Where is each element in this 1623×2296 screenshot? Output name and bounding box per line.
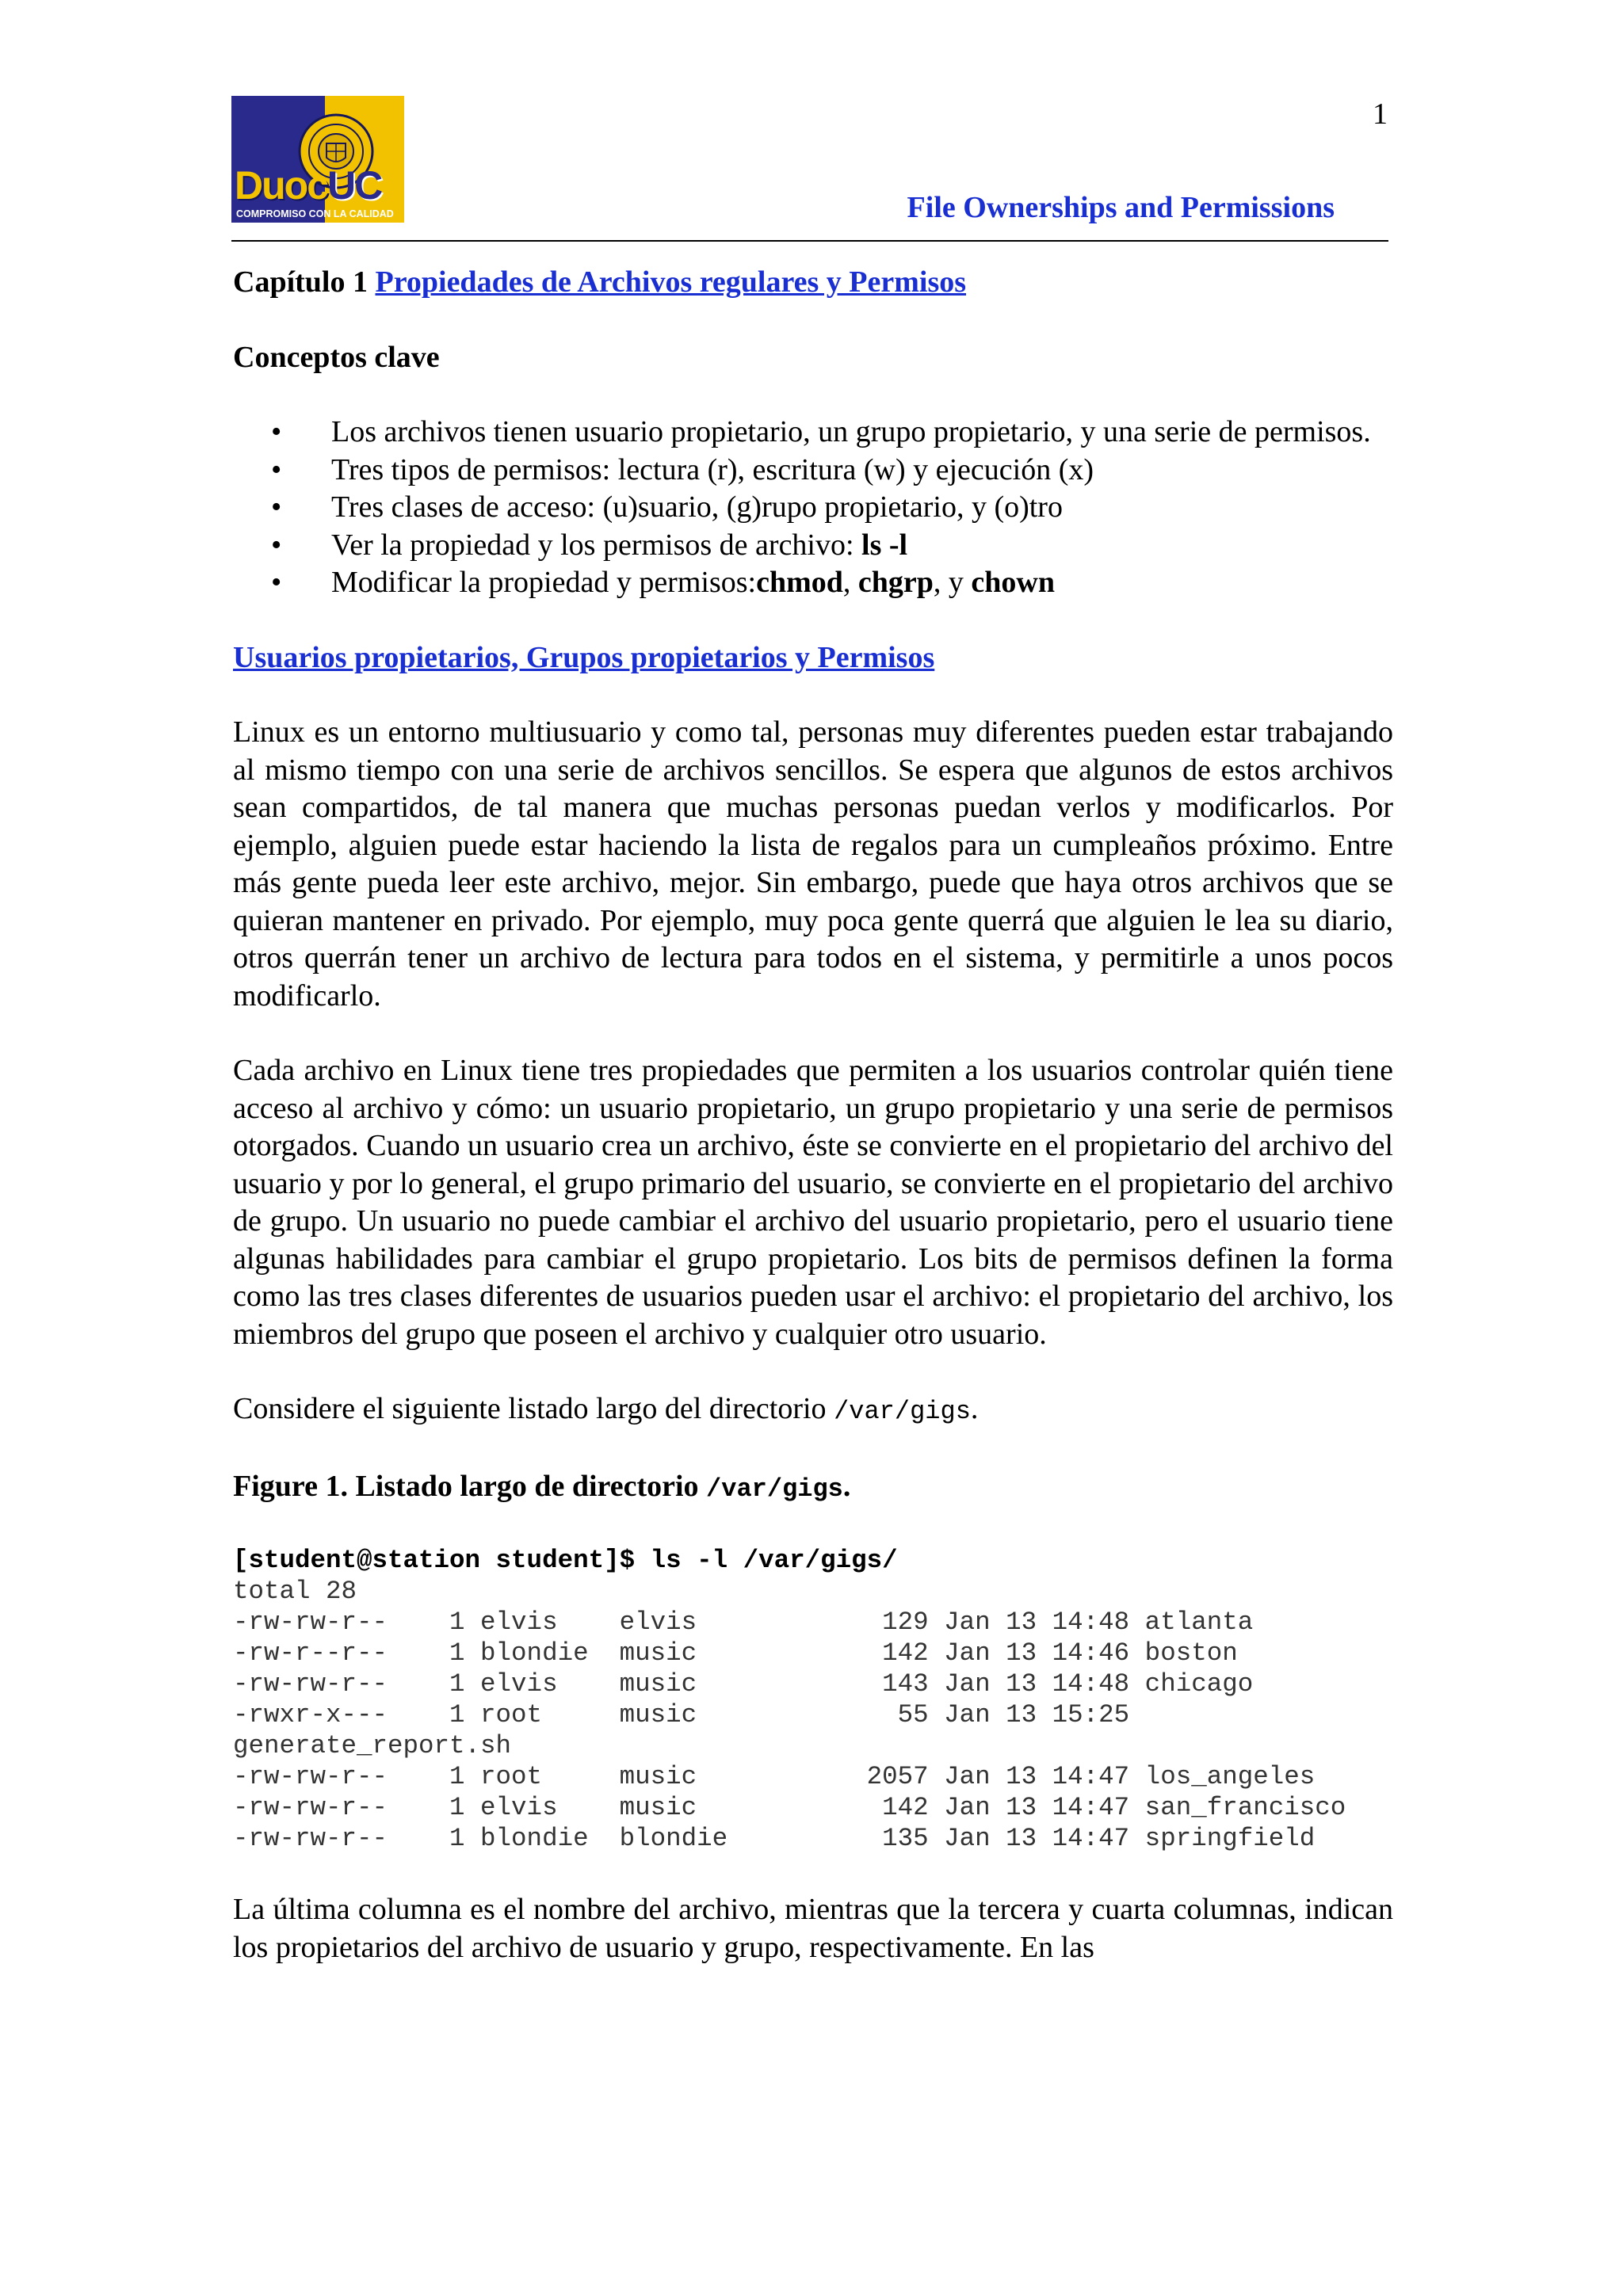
- page-content: [233, 264, 1393, 1966]
- chapter-title-link[interactable]: Propiedades de Archivos regulares y Permisos: [375, 265, 967, 299]
- bullet-icon: •: [271, 566, 282, 599]
- paragraph-properties: Cada archivo en Linux tiene tres propiedades que permiten a los usuarios controlar quién tiene acceso al archivo y cómo: un usuario propietario, un grupo propietario y una serie de permisos otorgados. Cuando un usuario crea un archivo, éste se convierte en el propietario del archivo del usuario y por lo general, el grupo primario del usuario, se convierte en el propietario del archivo de grupo. Un usuario no puede cambiar el archivo del usuario propietario, pero el usuario tiene algunas habilidades para cambiar el grupo propietario. Los bits de permisos definen la forma como las tres clases diferentes de usuarios pueden usar el archivo: el propietario del archivo, los miembros del grupo que poseen el archivo y cualquier otro usuario.: [233, 1054, 1393, 1351]
- section-heading: [233, 639, 1393, 677]
- command-chgrp: chgrp: [857, 566, 934, 599]
- list-item-text: Los archivos tienen usuario propietario, un grupo propietario, y una serie de permisos.: [331, 415, 1371, 448]
- list-item-separator: , y: [933, 566, 972, 599]
- table-row: -rw-rw-r-- 1 root music 2057 Jan 13 14:47 los_angeles: [233, 1762, 1316, 1791]
- table-row: -rw-rw-r-- 1 elvis elvis 129 Jan 13 14:48 atlanta: [233, 1608, 1254, 1637]
- list-item: [271, 489, 1393, 527]
- header-title: File Ownerships and Permissions: [907, 191, 1335, 224]
- table-row: -rw-rw-r-- 1 elvis music 142 Jan 13 14:47 san_francisco: [233, 1793, 1346, 1822]
- page-number: 1: [1373, 97, 1388, 131]
- list-item-text: Ver la propiedad y los permisos de archivo:: [331, 528, 862, 562]
- chapter-prefix: Capítulo 1: [233, 265, 376, 299]
- table-row: -rw-rw-r-- 1 blondie blondie 135 Jan 13 14:47 springfield: [233, 1824, 1316, 1853]
- terminal-listing: [233, 1545, 1393, 1854]
- terminal-total: total 28: [233, 1577, 357, 1606]
- command-chown: chown: [971, 566, 1055, 599]
- figure-caption-end: .: [842, 1469, 851, 1503]
- list-item-separator: ,: [842, 566, 858, 599]
- key-concepts-list: [233, 414, 1393, 602]
- table-row: -rw-r--r-- 1 blondie music 142 Jan 13 14:46 boston: [233, 1638, 1238, 1668]
- logo-tagline: COMPROMISO CON LA CALIDAD: [236, 208, 394, 219]
- command-ls: ls -l: [861, 528, 908, 562]
- bullet-icon: •: [271, 415, 282, 448]
- list-item-text: Modificar la propiedad y permisos:: [331, 566, 757, 599]
- logo-wordmark-duoc: Duoc: [235, 163, 327, 208]
- figure-caption-path: /var/gigs: [706, 1474, 843, 1504]
- consider-text: Considere el siguiente listado largo del directorio: [233, 1392, 834, 1425]
- consider-end: .: [970, 1392, 979, 1425]
- header-divider: [231, 240, 1388, 242]
- list-item-text: Tres clases de acceso: (u)suario, (g)rupo propietario, y (o)tro: [331, 490, 1063, 524]
- paragraph-consider: [233, 1390, 1393, 1431]
- terminal-command: [student@station student]$ ls -l /var/gigs/: [233, 1546, 898, 1575]
- terminal-rows: [233, 1608, 1346, 1853]
- section-heading-link[interactable]: Usuarios propietarios, Grupos propietarios y Permisos: [233, 640, 935, 674]
- consider-path: /var/gigs: [834, 1397, 971, 1426]
- key-concepts-heading: Conceptos clave: [233, 340, 440, 374]
- logo-wordmark-uc: UC: [327, 163, 382, 208]
- table-row: -rwxr-x--- 1 root music 55 Jan 13 15:25 generate_report.sh: [233, 1700, 1130, 1760]
- list-item-text: Tres tipos de permisos: lectura (r), escritura (w) y ejecución (x): [331, 452, 1094, 486]
- table-row: -rw-rw-r-- 1 elvis music 143 Jan 13 14:48 chicago: [233, 1669, 1254, 1699]
- list-item: [271, 527, 1393, 565]
- bullet-icon: •: [271, 452, 282, 486]
- bullet-icon: •: [271, 490, 282, 524]
- bullet-icon: •: [271, 528, 282, 562]
- figure-caption-text: Figure 1. Listado largo de directorio: [233, 1469, 707, 1503]
- command-chmod: chmod: [756, 566, 843, 599]
- figure-caption: [233, 1468, 1393, 1508]
- duocuc-logo: [231, 96, 404, 223]
- list-item: [271, 414, 1393, 452]
- chapter-heading: [233, 264, 1393, 302]
- logo-wordmark: [235, 163, 382, 208]
- paragraph-closing: La última columna es el nombre del archivo, mientras que la tercera y cuarta columnas, indican los propietarios del archivo de usuario y grupo, respectivamente. En las: [233, 1893, 1393, 1964]
- list-item: [271, 452, 1393, 490]
- paragraph-multiuser: Linux es un entorno multiusuario y como tal, personas muy diferentes pueden estar trabajando al mismo tiempo con una serie de archivos sencillos. Se espera que algunos de estos archivos sean compartidos, de tal manera que muchas personas puedan verlos y modificarlos. Por ejemplo, alguien puede estar haciendo la lista de regalos para un cumpleaños próximo. Entre más gente pueda leer este archivo, mejor. Sin embargo, puede que haya otros archivos que se quieran mantener en privado. Por ejemplo, muy poca gente querrá que alguien le lea su diario, otros querrán tener un archivo de lectura para todos en el sistema, y permitirle a unos pocos modificarlo.: [233, 715, 1393, 1013]
- list-item: [271, 564, 1393, 602]
